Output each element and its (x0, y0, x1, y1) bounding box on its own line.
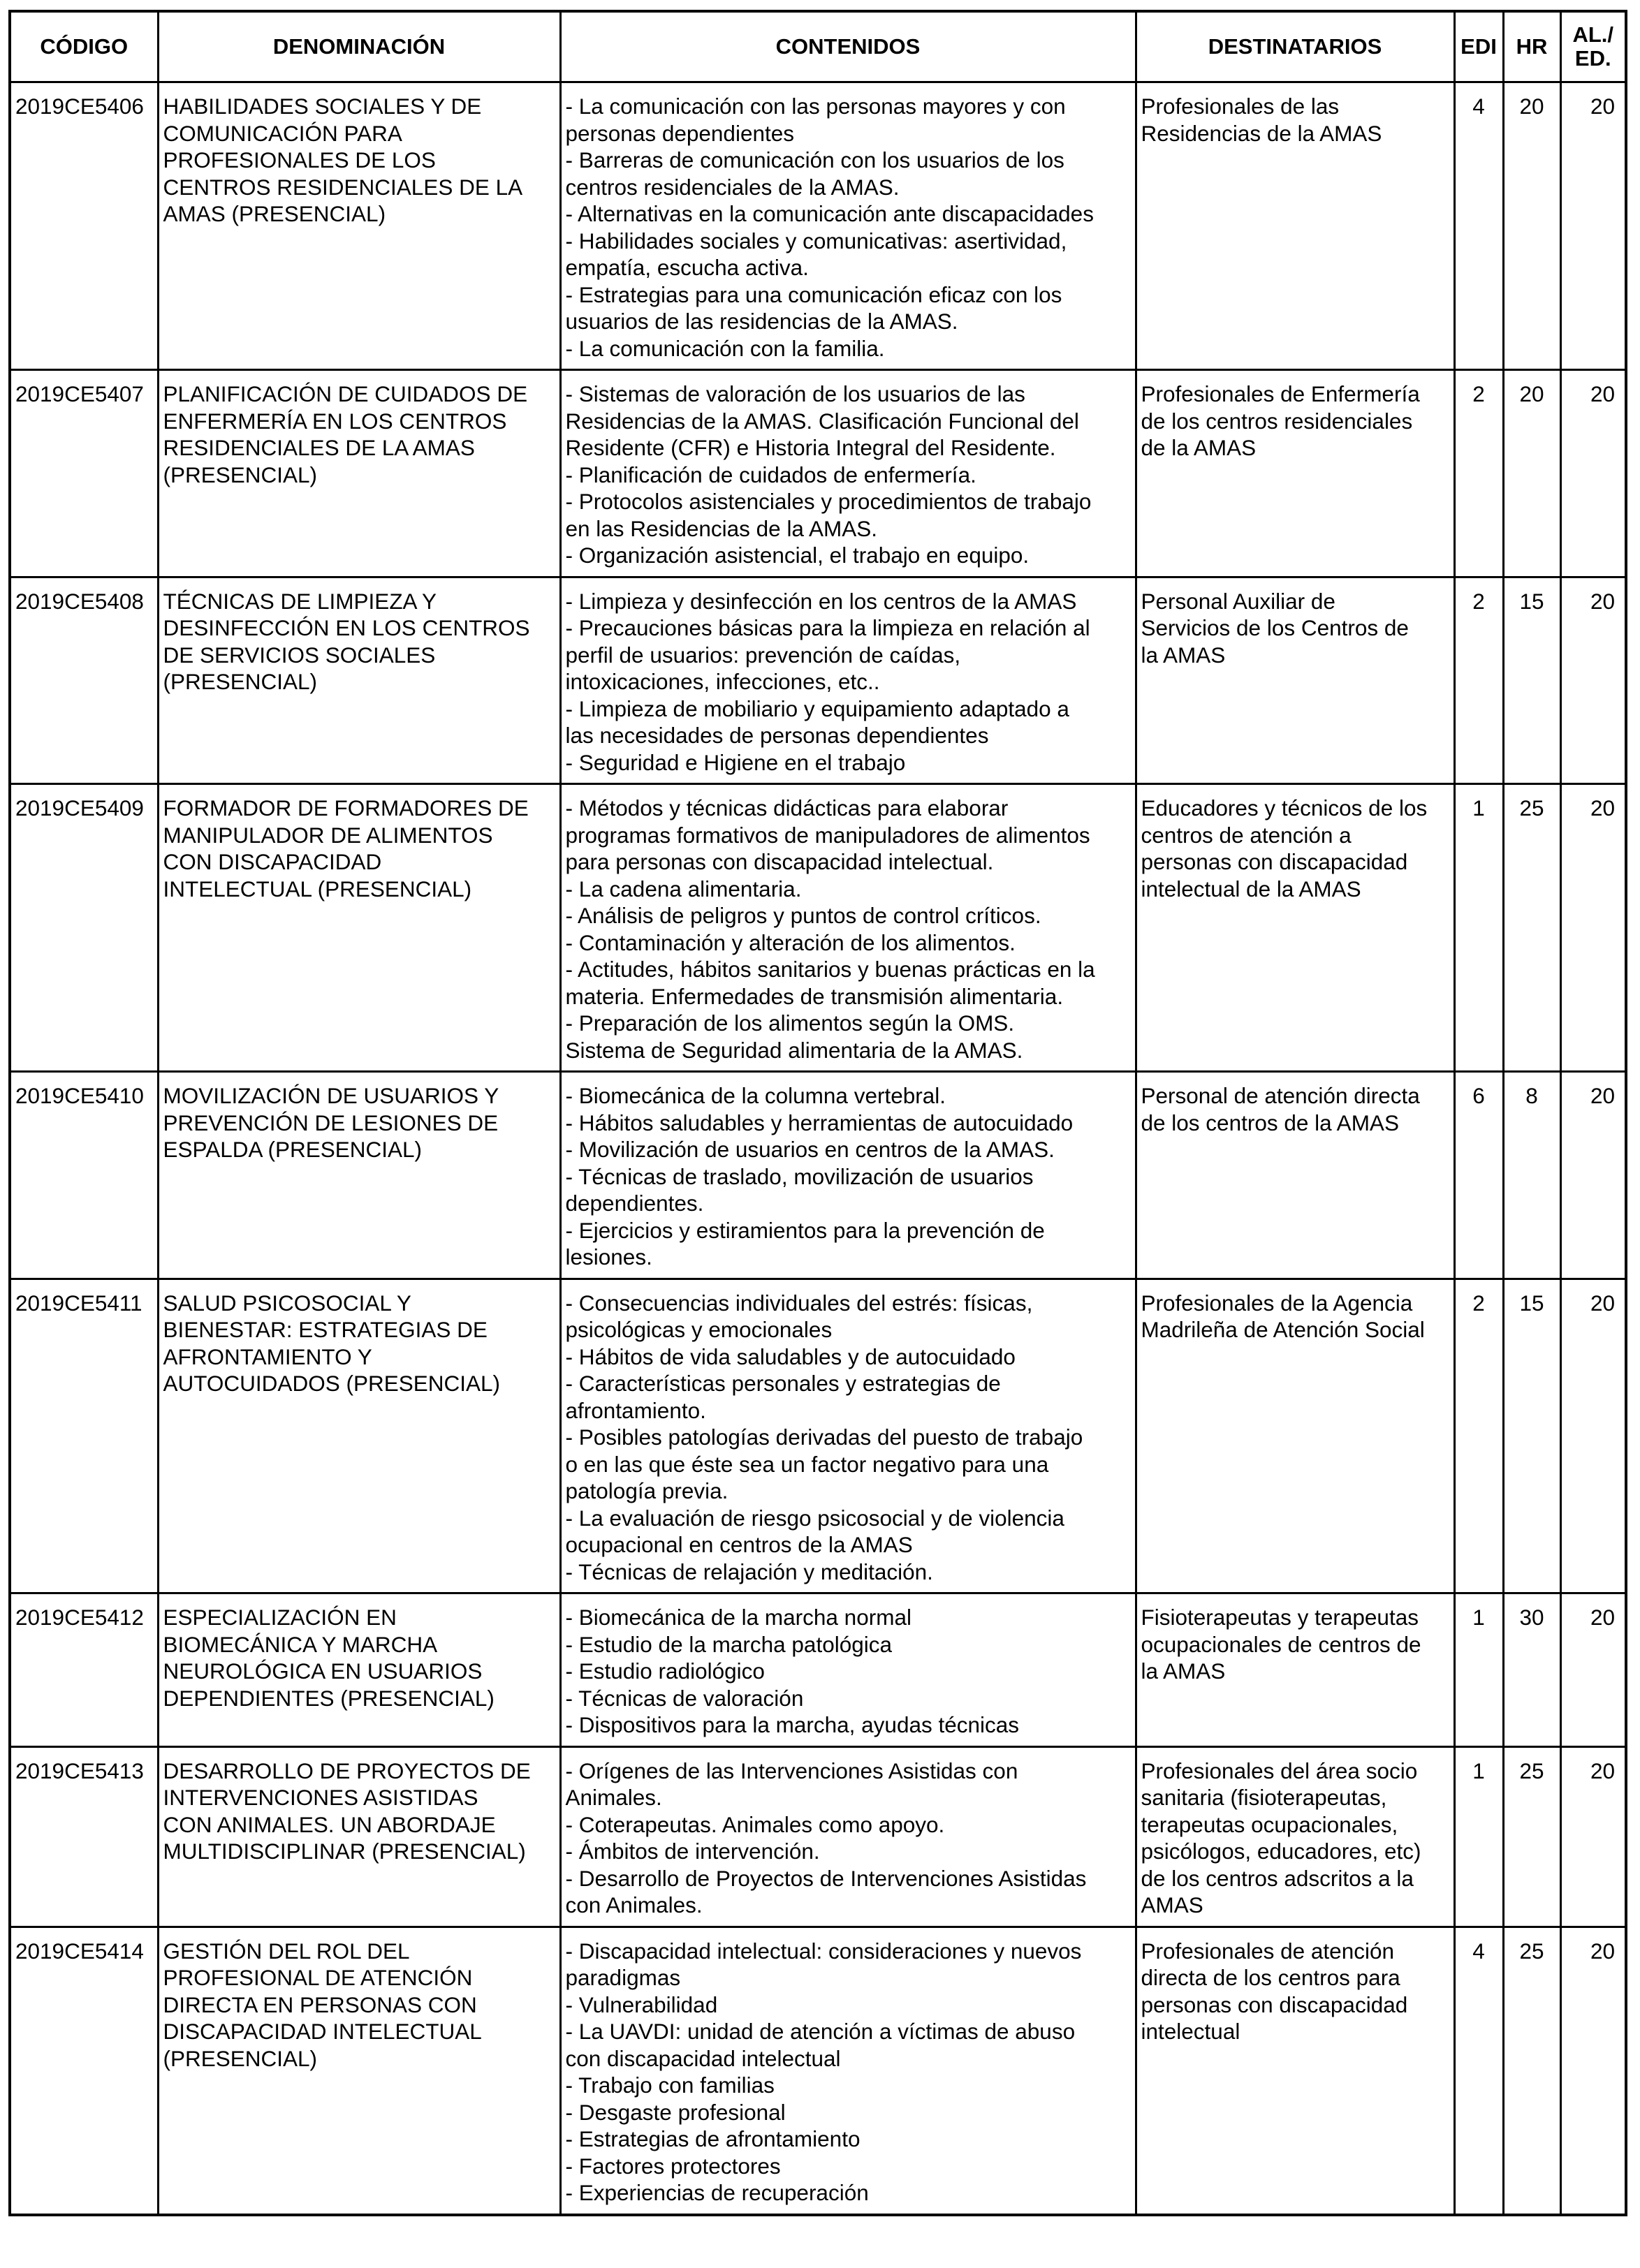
course-name-line: PLANIFICACIÓN DE CUIDADOS DE (163, 381, 528, 406)
course-name-line: NEUROLÓGICA EN USUARIOS (163, 1658, 483, 1684)
course-recipients-line: intelectual (1141, 2019, 1240, 2044)
course-contents-line: - Alternativas en la comunicación ante discapacidades (565, 201, 1094, 226)
course-name-line: MULTIDISCIPLINAR (PRESENCIAL) (163, 1839, 526, 1864)
course-hr: 20 (1503, 370, 1560, 577)
course-recipients-line: Servicios de los Centros de (1141, 615, 1409, 640)
course-contents-line: - Estrategias de afrontamiento (565, 2126, 861, 2151)
course-contents-line: - Hábitos saludables y herramientas de autocuidado (565, 1110, 1074, 1135)
course-recipients-line: Madrileña de Atención Social (1141, 1317, 1425, 1342)
header-codigo: CÓDIGO (10, 11, 158, 82)
course-edi: 2 (1454, 370, 1503, 577)
course-contents-line: - Hábitos de vida saludables y de autocuidado (565, 1343, 1016, 1369)
table-row (10, 1072, 1626, 1279)
course-contents-line: perfil de usuarios: prevención de caídas, (565, 642, 961, 668)
course-name-line: TÉCNICAS DE LIMPIEZA Y (163, 588, 437, 614)
course-contents (560, 1927, 1136, 2215)
course-name-line: RESIDENCIALES DE LA AMAS (163, 435, 475, 460)
course-edi: 6 (1454, 1072, 1503, 1279)
course-code: 2019CE5406 (10, 82, 158, 370)
course-contents-line: - La evaluación de riesgo psicosocial y de violencia (565, 1505, 1064, 1531)
course-contents-line: o en las que éste sea un factor negativo para una (565, 1451, 1049, 1477)
course-name-line: MOVILIZACIÓN DE USUARIOS Y (163, 1083, 499, 1108)
course-edi: 2 (1454, 1279, 1503, 1593)
course-name (158, 1279, 560, 1593)
course-contents-line: - Contaminación y alteración de los alimentos. (565, 929, 1016, 955)
course-contents-line: - Estudio radiológico (565, 1658, 765, 1684)
course-code: 2019CE5411 (10, 1279, 158, 1593)
course-recipients-line: Profesionales de las (1141, 94, 1340, 119)
course-name (158, 1927, 560, 2215)
course-name-line: SALUD PSICOSOCIAL Y (163, 1290, 411, 1316)
course-contents-line: - Biomecánica de la columna vertebral. (565, 1083, 946, 1108)
course-contents-line: - Métodos y técnicas didácticas para elaborar (565, 795, 1009, 820)
course-contents (560, 784, 1136, 1072)
course-code: 2019CE5407 (10, 370, 158, 577)
course-contents-line: - Limpieza de mobiliario y equipamiento adaptado a (565, 695, 1069, 721)
header-denominacion: DENOMINACIÓN (158, 11, 560, 82)
course-contents-line: materia. Enfermedades de transmisión alimentaria. (565, 983, 1064, 1009)
course-contents-line: - Factores protectores (565, 2153, 781, 2179)
course-contents-line: en las Residencias de la AMAS. (565, 515, 877, 541)
course-name-line: ESPALDA (PRESENCIAL) (163, 1137, 423, 1162)
course-contents-line: - Planificación de cuidados de enfermería. (565, 462, 976, 487)
course-name-line: ESPECIALIZACIÓN EN (163, 1605, 397, 1630)
course-recipients-line: de los centros adscritos a la (1141, 1865, 1414, 1891)
course-contents-line: - Trabajo con familias (565, 2072, 775, 2098)
course-contents-line: - Seguridad e Higiene en el trabajo (565, 749, 906, 775)
course-contents-line: afrontamiento. (565, 1397, 706, 1423)
course-recipients-line: de los centros residenciales (1141, 408, 1413, 434)
course-recipients-line: la AMAS (1141, 1658, 1226, 1684)
course-hr: 15 (1503, 577, 1560, 784)
course-al-ed: 20 (1560, 82, 1626, 370)
course-name-line: (PRESENCIAL) (163, 669, 318, 694)
course-recipients-line: centros de atención a (1141, 822, 1352, 848)
course-edi: 4 (1454, 82, 1503, 370)
course-name (158, 784, 560, 1072)
course-contents (560, 1746, 1136, 1927)
course-name (158, 370, 560, 577)
header-contenidos: CONTENIDOS (560, 11, 1136, 82)
header-al-ed (1560, 11, 1626, 82)
course-code: 2019CE5409 (10, 784, 158, 1072)
course-name-line: INTERVENCIONES ASISTIDAS (163, 1785, 478, 1810)
course-name (158, 1072, 560, 1279)
course-recipients-line: ocupacionales de centros de (1141, 1631, 1421, 1657)
course-contents-line: Sistema de Seguridad alimentaria de la AMAS. (565, 1037, 1023, 1063)
course-name-line: MANIPULADOR DE ALIMENTOS (163, 822, 493, 848)
course-recipients (1136, 1746, 1454, 1927)
table-row (10, 1746, 1626, 1927)
course-al-ed: 20 (1560, 1279, 1626, 1593)
course-recipients-line: personas con discapacidad (1141, 849, 1408, 874)
course-name-line: AFRONTAMIENTO Y (163, 1343, 372, 1369)
course-recipients (1136, 1927, 1454, 2215)
course-contents-line: - Barreras de comunicación con los usuarios de los (565, 147, 1064, 172)
course-name-line: HABILIDADES SOCIALES Y DE (163, 94, 482, 119)
course-recipients-line: intelectual de la AMAS (1141, 876, 1361, 901)
course-name-line: DEPENDIENTES (PRESENCIAL) (163, 1685, 495, 1711)
course-contents-line: intoxicaciones, infecciones, etc.. (565, 669, 880, 694)
course-contents-line: programas formativos de manipuladores de alimentos (565, 822, 1090, 848)
course-recipients-line: Educadores y técnicos de los (1141, 795, 1428, 820)
course-name (158, 82, 560, 370)
course-code: 2019CE5410 (10, 1072, 158, 1279)
course-contents-line: - Ámbitos de intervención. (565, 1839, 820, 1864)
table-row (10, 577, 1626, 784)
course-contents (560, 1593, 1136, 1747)
course-contents-line: - Ejercicios y estiramientos para la prevención de (565, 1217, 1045, 1243)
course-contents-line: - Análisis de peligros y puntos de control críticos. (565, 903, 1041, 928)
course-recipients (1136, 1279, 1454, 1593)
course-name-line: AUTOCUIDADOS (PRESENCIAL) (163, 1371, 500, 1396)
course-contents-line: empatía, escucha activa. (565, 255, 809, 280)
course-contents (560, 370, 1136, 577)
course-name-line: CON DISCAPACIDAD (163, 849, 382, 874)
table-body (10, 82, 1626, 2215)
course-al-ed: 20 (1560, 784, 1626, 1072)
course-recipients-line: la AMAS (1141, 642, 1226, 668)
course-contents-line: - Protocolos asistenciales y procedimientos de trabajo (565, 489, 1092, 514)
course-contents (560, 1279, 1136, 1593)
header-row (10, 11, 1626, 82)
header-destinatarios: DESTINATARIOS (1136, 11, 1454, 82)
course-contents-line: lesiones. (565, 1244, 652, 1269)
course-contents-line: Residencias de la AMAS. Clasificación Funcional del (565, 408, 1079, 434)
course-contents-line: - Estrategias para una comunicación eficaz con los (565, 281, 1062, 307)
course-contents-line: - La UAVDI: unidad de atención a víctimas de abuso (565, 2019, 1076, 2044)
course-contents-line: - Limpieza y desinfección en los centros de la AMAS (565, 588, 1077, 614)
course-al-ed: 20 (1560, 1072, 1626, 1279)
course-name-line: CON ANIMALES. UN ABORDAJE (163, 1811, 496, 1837)
courses-table (8, 10, 1627, 2216)
course-name-line: PREVENCIÓN DE LESIONES DE (163, 1110, 499, 1135)
course-hr: 20 (1503, 82, 1560, 370)
course-contents-line: - Discapacidad intelectual: consideraciones y nuevos (565, 1938, 1082, 1964)
course-contents-line: - Posibles patologías derivadas del puesto de trabajo (565, 1424, 1083, 1450)
course-contents (560, 82, 1136, 370)
course-contents-line: psicológicas y emocionales (565, 1317, 833, 1342)
course-contents-line: - Técnicas de relajación y meditación. (565, 1559, 933, 1584)
course-al-ed: 20 (1560, 577, 1626, 784)
course-name (158, 1746, 560, 1927)
course-contents-line: - Biomecánica de la marcha normal (565, 1605, 911, 1630)
course-contents-line: - Técnicas de traslado, movilización de usuarios (565, 1163, 1034, 1189)
course-name-line: (PRESENCIAL) (163, 462, 318, 487)
course-name-line: DE SERVICIOS SOCIALES (163, 642, 436, 668)
course-contents-line: Animales. (565, 1785, 662, 1810)
course-edi: 1 (1454, 784, 1503, 1072)
course-name-line: BIOMECÁNICA Y MARCHA (163, 1631, 438, 1657)
course-contents-line: - Consecuencias individuales del estrés: físicas, (565, 1290, 1033, 1316)
course-contents-line: - Sistemas de valoración de los usuarios de las (565, 381, 1025, 406)
course-contents-line: con discapacidad intelectual (565, 2045, 841, 2071)
course-name-line: INTELECTUAL (PRESENCIAL) (163, 876, 472, 901)
course-al-ed: 20 (1560, 1593, 1626, 1747)
course-edi: 1 (1454, 1593, 1503, 1747)
course-contents-line: - Organización asistencial, el trabajo en equipo. (565, 543, 1030, 568)
course-contents-line: las necesidades de personas dependientes (565, 723, 989, 748)
course-contents-line: - La comunicación con la familia. (565, 335, 885, 361)
course-contents-line: usuarios de las residencias de la AMAS. (565, 309, 958, 334)
table-row (10, 370, 1626, 577)
course-recipients (1136, 370, 1454, 577)
course-contents-line: - Actitudes, hábitos sanitarios y buenas prácticas en la (565, 957, 1095, 982)
course-contents-line: - Preparación de los alimentos según la OMS. (565, 1010, 1015, 1036)
course-code: 2019CE5414 (10, 1927, 158, 2215)
course-contents-line: dependientes. (565, 1191, 704, 1216)
course-contents-line: - Coterapeutas. Animales como apoyo. (565, 1811, 945, 1837)
course-recipients (1136, 1593, 1454, 1747)
table-row (10, 82, 1626, 370)
course-edi: 4 (1454, 1927, 1503, 2215)
course-recipients-line: terapeutas ocupacionales, (1141, 1811, 1398, 1837)
course-contents-line: paradigmas (565, 1965, 681, 1990)
course-contents-line: - Dispositivos para la marcha, ayudas técnicas (565, 1712, 1020, 1737)
course-name-line: COMUNICACIÓN PARA (163, 120, 402, 146)
course-code: 2019CE5413 (10, 1746, 158, 1927)
course-name-line: CENTROS RESIDENCIALES DE LA (163, 174, 523, 200)
course-recipients-line: Profesionales de Enfermería (1141, 381, 1420, 406)
course-hr: 30 (1503, 1593, 1560, 1747)
course-edi: 1 (1454, 1746, 1503, 1927)
course-recipients-line: Profesionales de la Agencia (1141, 1290, 1413, 1316)
course-recipients-line: Personal de atención directa (1141, 1083, 1420, 1108)
course-hr: 15 (1503, 1279, 1560, 1593)
course-name-line: DESARROLLO DE PROYECTOS DE (163, 1758, 531, 1783)
table-row (10, 1927, 1626, 2215)
course-recipients-line: Profesionales de atención (1141, 1938, 1394, 1964)
course-contents-line: - Desarrollo de Proyectos de Intervenciones Asistidas (565, 1865, 1087, 1891)
course-code: 2019CE5408 (10, 577, 158, 784)
course-recipients-line: Fisioterapeutas y terapeutas (1141, 1605, 1419, 1630)
course-contents-line: ocupacional en centros de la AMAS (565, 1532, 913, 1557)
course-contents (560, 1072, 1136, 1279)
table-row (10, 784, 1626, 1072)
course-contents-line: - La comunicación con las personas mayores y con (565, 94, 1066, 119)
course-recipients-line: psicólogos, educadores, etc) (1141, 1839, 1421, 1864)
course-recipients (1136, 577, 1454, 784)
course-name-line: FORMADOR DE FORMADORES DE (163, 795, 529, 820)
table-row (10, 1593, 1626, 1747)
course-name-line: ENFERMERÍA EN LOS CENTROS (163, 408, 507, 434)
course-edi: 2 (1454, 577, 1503, 784)
course-contents-line: con Animales. (565, 1892, 703, 1917)
course-hr: 25 (1503, 1927, 1560, 2215)
course-name-line: AMAS (PRESENCIAL) (163, 201, 386, 226)
course-contents-line: - Estudio de la marcha patológica (565, 1631, 893, 1657)
course-recipients (1136, 82, 1454, 370)
course-contents (560, 577, 1136, 784)
course-contents-line: - Desgaste profesional (565, 2099, 786, 2125)
course-name-line: DIRECTA EN PERSONAS CON (163, 1991, 477, 2017)
course-contents-line: - Movilización de usuarios en centros de la AMAS. (565, 1137, 1055, 1162)
course-contents-line: - Precauciones básicas para la limpieza en relación al (565, 615, 1090, 640)
course-recipients-line: sanitaria (fisioterapeutas, (1141, 1785, 1387, 1810)
course-code: 2019CE5412 (10, 1593, 158, 1747)
course-contents-line: patología previa. (565, 1478, 729, 1503)
course-contents-line: - Orígenes de las Intervenciones Asistidas con (565, 1758, 1018, 1783)
course-name-line: DISCAPACIDAD INTELECTUAL (163, 2019, 482, 2044)
course-recipients-line: de la AMAS (1141, 435, 1257, 460)
course-recipients (1136, 1072, 1454, 1279)
course-contents-line: - Habilidades sociales y comunicativas: asertividad, (565, 228, 1067, 253)
course-hr: 8 (1503, 1072, 1560, 1279)
course-contents-line: para personas con discapacidad intelectual. (565, 849, 994, 874)
course-recipients (1136, 784, 1454, 1072)
course-name (158, 1593, 560, 1747)
course-name-line: DESINFECCIÓN EN LOS CENTROS (163, 615, 530, 640)
course-contents-line: - Experiencias de recuperación (565, 2180, 869, 2205)
course-contents-line: - Características personales y estrategias de (565, 1371, 1001, 1396)
course-name (158, 577, 560, 784)
course-name-line: (PRESENCIAL) (163, 2045, 318, 2071)
header-al-ed-line1: AL./ (1572, 22, 1614, 47)
course-recipients-line: personas con discapacidad (1141, 1991, 1408, 2017)
course-name-line: BIENESTAR: ESTRATEGIAS DE (163, 1317, 488, 1342)
course-recipients-line: de los centros de la AMAS (1141, 1110, 1399, 1135)
course-contents-line: - Vulnerabilidad (565, 1991, 718, 2017)
header-edi: EDI (1454, 11, 1503, 82)
header-al-ed-line2: ED. (1574, 46, 1611, 71)
course-recipients-line: Profesionales del área socio (1141, 1758, 1418, 1783)
course-name-line: PROFESIONALES DE LOS (163, 147, 436, 172)
course-al-ed: 20 (1560, 1746, 1626, 1927)
course-name-line: GESTIÓN DEL ROL DEL (163, 1938, 410, 1964)
course-name-line: PROFESIONAL DE ATENCIÓN (163, 1965, 473, 1990)
course-recipients-line: Residencias de la AMAS (1141, 120, 1382, 146)
course-contents-line: - La cadena alimentaria. (565, 876, 802, 901)
course-contents-line: centros residenciales de la AMAS. (565, 174, 900, 200)
course-al-ed: 20 (1560, 370, 1626, 577)
header-hr: HR (1503, 11, 1560, 82)
course-hr: 25 (1503, 784, 1560, 1072)
course-al-ed: 20 (1560, 1927, 1626, 2215)
table-row (10, 1279, 1626, 1593)
course-hr: 25 (1503, 1746, 1560, 1927)
course-recipients-line: AMAS (1141, 1892, 1203, 1917)
course-contents-line: Residente (CFR) e Historia Integral del Residente. (565, 435, 1056, 460)
course-contents-line: - Técnicas de valoración (565, 1685, 804, 1711)
course-recipients-line: directa de los centros para (1141, 1965, 1400, 1990)
course-recipients-line: Personal Auxiliar de (1141, 588, 1335, 614)
course-contents-line: personas dependientes (565, 120, 795, 146)
